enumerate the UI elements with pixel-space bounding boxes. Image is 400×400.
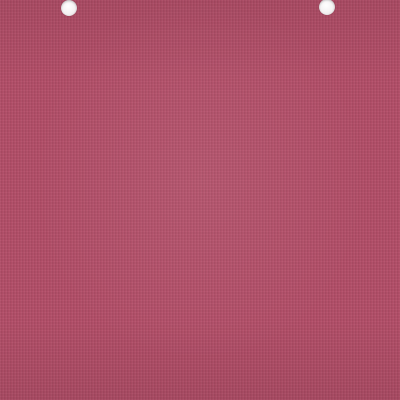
left-punch-hole (61, 0, 77, 16)
